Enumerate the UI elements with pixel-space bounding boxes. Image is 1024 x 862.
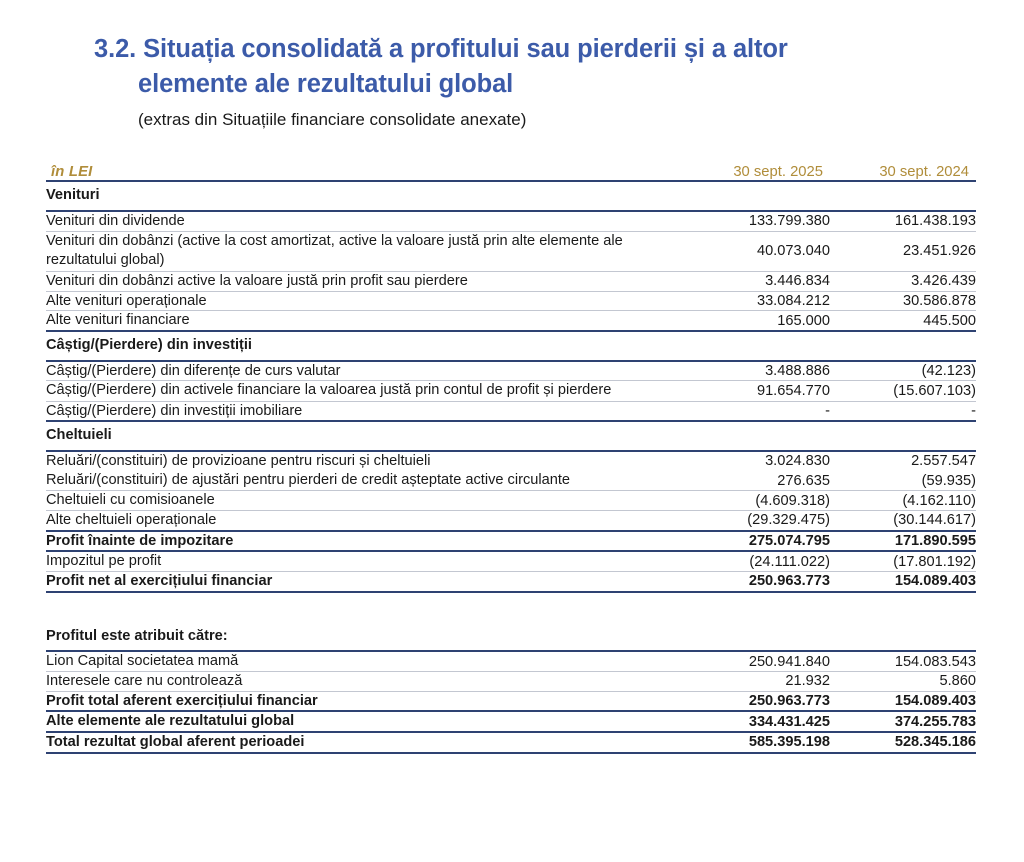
income-statement-body [46,181,976,591]
row-value-period-2: 445.500 [830,311,976,331]
table-total-row [46,732,976,753]
row-label: Reluări/(constituiri) de ajustări pentru pierderi de credit așteptate active circulante [46,471,684,491]
row-value-period-2: (17.801.192) [830,551,976,571]
table-row [46,651,976,671]
title-block [0,0,1024,131]
row-value-period-1: 133.799.380 [684,211,830,231]
table-row [46,271,976,291]
row-label: Total rezultat global aferent perioadei [46,732,684,753]
row-label: Venituri din dobânzi active la valoare justă prin profit sau pierdere [46,271,684,291]
row-value-period-1: 3.024.830 [765,453,830,470]
row-value-period-2: (4.162.110) [830,491,976,511]
row-label: Alte venituri operaționale [46,291,684,311]
row-value-period-2 [830,181,976,211]
row-label: Reluări/(constituiri) de provizioane pentru riscuri și cheltuieli [46,453,431,470]
row-value-period-1: 91.654.770 [684,381,830,402]
row-value-period-2: 374.255.783 [830,711,976,732]
row-value-period-1 [684,421,830,451]
row-value-period-1: 21.932 [684,672,830,692]
table-gap-spacer [46,593,976,624]
row-value-period-1 [684,624,830,652]
table-section-row [46,181,976,211]
row-value-period-2: (15.607.103) [830,381,976,402]
income-statement-table [46,164,976,592]
row-value-period-1: 250.963.773 [684,691,830,711]
table-total-row [46,711,976,732]
column-header-period-2: 30 sept. 2024 [830,164,976,181]
page-title [0,32,1024,101]
row-value-period-2: - [830,401,976,421]
row-label: Câștig/(Pierdere) din activele financiare la valoarea justă prin contul de profit și pierdere [46,381,684,402]
row-value-period-2: (59.935) [830,471,976,491]
table-total-row [46,572,976,592]
row-value-period-1: 33.084.212 [684,291,830,311]
row-value-period-2: 30.586.878 [830,291,976,311]
row-label: Interesele care nu controlează [46,672,684,692]
table-row [46,511,976,531]
row-value-period-1: 3.488.886 [684,361,830,381]
table-row [46,491,976,511]
table-row [46,381,976,402]
row-value-period-1 [684,181,830,211]
row-value-period-2: (30.144.617) [830,511,976,531]
page-title-line-1: 3.2. Situația consolidată a profitului sau pierderii și a altor [94,35,788,63]
row-label: Câștig/(Pierdere) din investiții imobiliare [46,401,684,421]
table-total-row [46,691,976,711]
row-label: Alte cheltuieli operaționale [46,511,684,531]
table-row [46,311,976,331]
table-section-row [46,624,976,652]
row-value-period-1: (29.329.475) [684,511,830,531]
row-label: Cheltuieli [46,421,684,451]
row-label: Venituri din dividende [46,211,684,231]
row-value-period-2: (42.123) [830,361,976,381]
table-section-row [46,331,976,361]
row-label: Alte venituri financiare [46,311,684,331]
row-value-period-1 [684,331,830,361]
table-row [46,211,976,231]
row-value-period-2 [830,624,976,652]
row-value-period-1: 165.000 [684,311,830,331]
financial-statement-tables [0,164,1024,753]
row-value-period-2: 5.860 [830,672,976,692]
row-value-period-1: 250.941.840 [684,651,830,671]
table-row [46,672,976,692]
row-value-period-1: 250.963.773 [684,572,830,592]
row-value-period-2: 171.890.595 [830,531,976,552]
row-value-period-1: 276.635 [684,471,830,491]
row-value-period-2 [830,421,976,451]
row-value-period-2 [830,331,976,361]
row-value-period-2: 161.438.193 [830,211,976,231]
table-row [46,551,976,571]
row-value-period-1: 585.395.198 [684,732,830,753]
row-value-period-1: 3.446.834 [684,271,830,291]
row-value-period-2: 154.089.403 [830,691,976,711]
profit-attribution-table [46,624,976,754]
table-row [46,361,976,381]
row-value-period-1: 334.431.425 [684,711,830,732]
row-label: Profitul este atribuit către: [46,624,684,652]
row-label: Câștig/(Pierdere) din diferențe de curs valutar [46,361,684,381]
column-header-period-1: 30 sept. 2025 [684,164,830,181]
table-row [46,291,976,311]
table-section-row [46,421,976,451]
row-value-period-2: 528.345.186 [830,732,976,753]
table-row [46,471,976,491]
unit-label: în LEI [46,164,684,181]
row-value-period-2: 23.451.926 [830,231,976,271]
row-label: Profit total aferent exercițiului financiar [46,691,684,711]
row-label: Venituri din dobânzi (active la cost amortizat, active la valoare justă prin alte elemente ale rezultatului global) [46,231,684,271]
row-label: Alte elemente ale rezultatului global [46,711,684,732]
row-label: Lion Capital societatea mamă [46,651,684,671]
table-row [46,401,976,421]
row-value-period-1: - [684,401,830,421]
row-value-period-2: 154.089.403 [830,572,976,592]
profit-attribution-body [46,624,976,753]
row-value-period-1: 40.073.040 [684,231,830,271]
page-subtitle: (extras din Situațiile financiare consolidate anexate) [138,110,527,130]
row-value-period-1: (4.609.318) [684,491,830,511]
row-value-period-1: 275.074.795 [684,531,830,552]
row-value-period-1: (24.111.022) [684,551,830,571]
table-row [46,231,976,271]
row-label: Profit net al exercițiului financiar [46,572,684,592]
page-title-line-2: elemente ale rezultatului global [138,69,514,98]
row-label: Câștig/(Pierdere) din investiții [46,331,684,361]
table-header-row [46,164,976,181]
row-label: Impozitul pe profit [46,551,684,571]
row-value-period-2: 2.557.547 [911,453,976,470]
table-row [46,451,976,471]
row-label: Profit înainte de impozitare [46,531,684,552]
row-value-period-2: 154.083.543 [830,651,976,671]
row-value-period-2: 3.426.439 [830,271,976,291]
table-total-row [46,531,976,552]
row-label: Cheltuieli cu comisioanele [46,491,684,511]
row-label: Venituri [46,181,684,211]
